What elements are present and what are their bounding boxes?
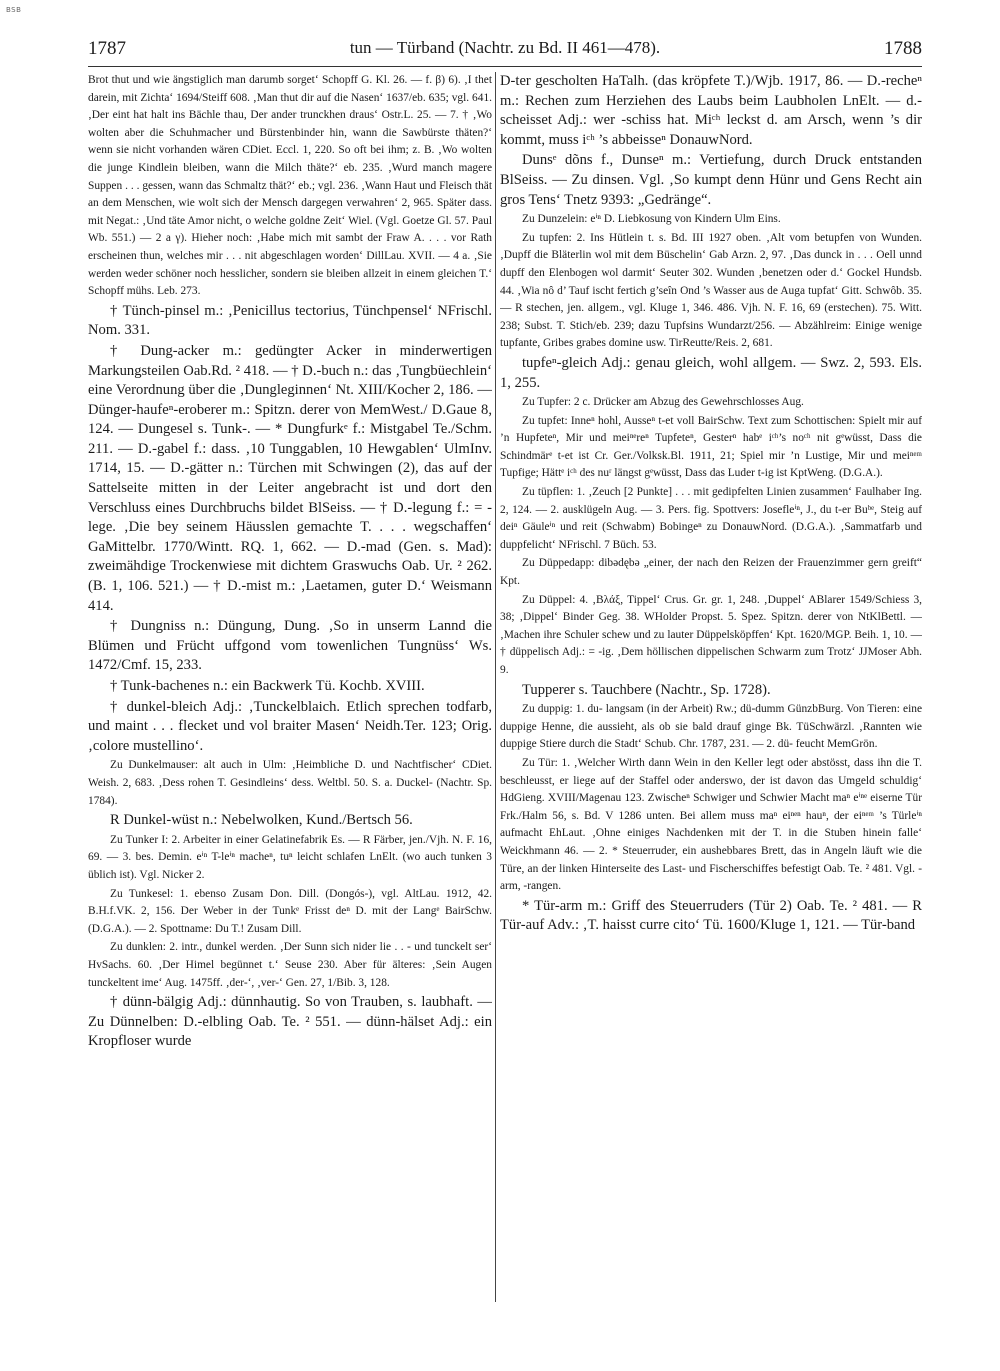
left-column-entry: Zu dunklen: 2. intr., dunkel werden. ‚Der Sunn sich nider lie . . - und tunckelt ser‘ HvSachs. 60. ‚Der Himel begünnet t.‘ Seuse 230. Aber für älteres: ‚Sein Augen tunckeltent ime‘ Aug. 1475ff. ‚der-‘, ‚ver-‘ Gen. 27, 1/Bib. 3, 128. [88,941,492,989]
right-column-entry: Dunsᵉ dõns f., Dunseⁿ m.: Vertiefung, durch Druck entstanden BlSeiss. — Zu dinsen. Vgl. ‚So kumpt denn Hünr und Gens Recht ain gros Tens‘ Tnetz 9393: „Gedränge“. [500,152,922,208]
left-column-entry: † Tunk-bachenes n.: ein Backwerk Tü. Kochb. XVIII. [110,678,425,694]
page-header [88,38,922,60]
left-column-entry: † Tünch-pinsel m.: ‚Penicillus tectorius, Tünchpensel‘ NFrischl. Nom. 331. [88,302,492,339]
page-number-left: 1787 [88,38,126,59]
right-column [500,72,922,1362]
page-number-right: 1788 [884,38,922,59]
right-column-entry: * Tür-arm m.: Griff des Steuerruders (Tür 2) Oab. Te. ² 481. — R Tür-auf Adv.: ‚T. haisst curre cito‘ Tü. 1600/Kluge 1, 121. — Tür-band [500,897,922,934]
left-column-entry: Zu Dunkelmauser: alt auch in Ulm: ‚Heimbliche D. und Nachtfischer‘ CDiet. Weish. 2, 683. ‚Dess rohen T. Gesindleins‘ dess. Weltbl. 50. S. a. Duckel- (Nachtr. Sp. 1784). [88,759,492,807]
right-column-entry: Zu Dunzelein: eⁱⁿ D. Liebkosung von Kindern Ulm Eins. [522,213,781,226]
left-column-entry: Brot thut und wie ängstiglich man darumb sorget‘ Schopff G. Kl. 26. — f. β) 6). ‚I thet darein, mit Zichta‘ 1694/Steiff 608. ‚Man thut dir auf die Nasen‘ 1637/eb. 635; vgl. 641. ‚Der eint hat halt ins Bächle thau, Der ander trunckhen draus‘ Ostr.L. 25. — 7. † ‚Wo wolten aber die Schuhmacher und Bürstenbinder hin, wann die Sawbürste thäten?‘ wenn sie nicht vorhanden wären CDiet. Eccl. 1, 220. So oft bei ihm; z. B. ‚Wo wolten die junge Kindlein bleiben, wann die Milch thäte?‘ eb. 235. ‚Wurd manch magere Suppen . . . gessen, wann das Schmaltz thät?‘ eb.; vgl. 236. ‚Wann Haut und Fleisch thät an dem Menschen, wie wolt sich der Mensch dargegen verwahren‘ 2, 965. Später dass. mit Negat.: ‚Und täte Amor nicht, o welche goldne Zeit‘ Wiel. (Vgl. Goetze Gl. 57. Paul Wb. 551.) — 2 a γ). Hieher noch: ‚Habe mich mit sambt der Fraw A. . . . vor Rath erscheinen thun, welches mir . . . nit abgeschlagen worden‘ DillLau. XVII. — 4 a. ‚Sie werden weder schöner noch hesslicher, sondern sie bleiben allzeit in einem gleichen T.‘ Schopff mühs. Leb. 273. [88,74,492,298]
left-column-entry: Zu Tunkesel: 1. ebenso Zusam Don. Dill. (Dongós-), vgl. AltLau. 1912, 42. B.H.f.VK. 2, 156. Der Weber in der Tunkᵉ Frisst deⁿ D. mit der Langᵉ BairSchw. (D.G.A.). — 2. Spottname: Du T.! Zusam Dill. [88,887,492,935]
right-column-entry: Zu duppig: 1. du- langsam (in der Arbeit) Rw.; dü-dumm GünzbBurg. Von Tieren: eine duppige Henne, die aussieht, als ob sie bald drauf ginge Bk. TüSchwärzl. ‚Rannten wie duppige Stiere durch die Stadt‘ Schub. Chr. 1787, 231. — 2. dü- feucht MemGrön. [500,703,922,751]
left-column-entry: Zu Tunker I: 2. Arbeiter in einer Gelatinefabrik Es. — R Färber, jen./Vjh. N. F. 16, 69. — 3. bes. Demin. eⁱⁿ T-leⁱⁿ macheⁿ, tuⁿ leicht schlafen LnElt. (wo auch tunken 3 üblich ist). Vgl. Nicker 2. [88,833,492,881]
right-column-entry: Zu Tür: 1. ‚Welcher Wirth dann Wein in den Keller legt oder abstösst, dass ihn die T. beschleusst, er liege auf der Staffel oder anderswo, der ist davon das Umgeld schuldig‘ HdGieng. XVIII/Magenau 123. Zwischeⁿ Schwiger und Schwier Macht maⁿ eⁱⁿᵉ eiserne Tür Frk./Halm 56, s. Bd. V 1286 unten. Bei allem muss maⁿ eiⁿᵉⁿ hauⁿ, der eiⁿᵉᵐ ’s Türleⁱⁿ aufmacht EhLaut. ‚Ohne einiges Nachdenken mit der T. in die Stuben hinein falle‘ Weickhmann 46. — 2. * Steuerruder, ein aushebbares Brett, das in Angeln läuft wie die Türe, an der linken Hinterseite des Last- und Fischerschiffes befestigt Oab. Te. ² 481. Vgl. -arm, -rangen. [500,756,922,893]
right-column-entry: D-ter gescholten HaTalh. (das kröpfete T.)/Wjb. 1917, 86. — D.-recheⁿ m.: Rechen zum Herziehen des Laubs beim Laubholen LnElt. — d.-scheisset Adj.: wer -schiss hat. Miᶜʰ leckst d. am Arsch, wenn ’s dir kommt, muss iᶜʰ ’s abbeisseⁿ DonauwNord. [500,73,922,148]
left-column-entry: † Dung-acker m.: gedüngter Acker in minderwertigen Markungsteilen Oab.Rd. ² 418. — † D.-buch n.: das ‚Tungbüechlein‘ eine Verordnung über die ‚Dungleginnen‘ Nt. XIII/Kocher 2, 186. — Dünger-haufeⁿ-eroberer m.: Spitzn. derer von MemWest./ D.Gaue 8, 124. — Dungesel s. Tunk-. — * Dungfurkᵉ f.: Mistgabel Te./Schm. 211. — D.-gabel f.: dass. ‚10 Tunggablen, 10 Hewgablen‘ UlmInv. 1714, 15. — D.-gätter n.: Türchen mit Schwingen (2), das auf der Sattelseite mitten in der Leiter angebracht ist und dort den Verschluss eines Durchbruchs bildet BlSeiss. — † D.-legung f.: = -lege. ‚Die bey seinem Häusslen gemachte T. . . . wegschaffen‘ GaMittelbr. 1770/Wintt. RQ. 1, 662. — D.-mad (Gen. s. Mad): zweimähdige Trockenwiese mit dichtem Graswuchs Oab. Ur. ² 262. (B. 1, 106. 521.) — † D.-mist m.: ‚Laetamen, guter D.‘ Weismann 414. [88,342,492,614]
right-column-entry: Zu Tupfer: 2 c. Drücker am Abzug des Gewehrschlosses Aug. [522,396,804,409]
library-stamp: BSB [6,6,22,14]
column-divider [495,72,496,1302]
left-column-entry: † dunkel-bleich Adj.: ‚Tunckelblaich. Etlich sprechen todfarb, und maint . . . flecket und vol braiter Masen‘ Neidh.Ter. 123; Orig. ‚colore mustellino‘. [88,698,492,754]
right-column-entry: Zu tüpflen: 1. ‚Zeuch [2 Punkte] . . . mit gedipfelten Linien zusammen‘ Faulhaber Ing. 2, 124. — 2. ausklügeln Aug. — 3. Pers. fig. Spottvers: Josefleⁱⁿ, J., du t-er Buᵇᵉ, Steig auf deiⁿ Gäuleⁱⁿ und reit (Schwabm) Bobingeⁿ zu DonauwNord. (D.G.A.). ‚Sammatfarb und duppfelicht‘ NFrischl. 7 Büch. 53. [500,486,922,551]
left-column-entry: † Dungniss n.: Düngung, Dung. ‚So in unserm Lannd die Blümen und Frücht uffgond vom towenlichen Tungnüss‘ Ws. 1472/Cmf. 15, 233. [88,618,492,674]
left-column-entry: R Dunkel-wüst n.: Nebelwolken, Kund./Bertsch 56. [110,812,413,829]
right-column-entry: Zu tupfen: 2. Ins Hütlein t. s. Bd. III 1927 oben. ‚Alt vom betupfen von Wunden. ‚Dupff die Bläterlin wol mit dem Büschelin‘ Gab Arzn. 2, 97. ‚Das dunck in . . . Oell unnd dupff den Elenbogen wol darmit‘ Seuter 302. Wunden ‚benetzen oder d.‘ Gockel Hundsb. 44. ‚Wia nô d’ Tauf ischt fertich g’seîn Ond ’s Wasser aus de Auga tupfat‘ Gitt. Schwôb. 35. — R stechen, jen. allgem., vgl. Kluge 1, 346. 486. Vjh. N. F. 16, 69 (erstechen). 75. Witt. 238; Subst. T. Stich/eb. 239; dazu Tupfsins Wundarzt/256. — Abzählreim: Einige wenige tupfante, Gribes grabes domine usw. TirReutte/Reis. 2, 681. [500,231,922,350]
right-column-entry: Zu Düppel: 4. ‚Βλάξ, Tippel‘ Crus. Gr. gr. 1, 248. ‚Duppel‘ ABlarer 1549/Schiess 3, 38; ‚Dippel‘ Binder Geg. 38. WHolder Propst. 5. Spez. Spitzn. derer von NtKlBettl. — ‚Machen ihre Schuler schew und zu lauter Düppelsköpffen‘ Kpt. 1620/MGP. Beih. 1, 10. — † düppelisch Adj.: = -ig. ‚Dem höllischen dippelischen Schwarm zum Trotz‘ JJMoser Abh. 9. [500,593,922,676]
header-rule [88,66,922,67]
right-column-entry: Zu tupfet: Inneⁿ hohl, Ausseⁿ t-et voll BairSchw. Text zum Schottischen: Spielt mir auf ’n Hupfeteⁿ, Mir und meiⁿᵉreⁿ Tupfeteⁿ, Gesterⁿ habᵉ iᶜʰ’s noᶜʰ nit gᵉwüsst, Dass die Schindmärᵉ t-et ist Cr. Ger./Volksk.Bl. 1911, 21; Spiel mir ’n Lustige, Mir und meiⁿᵉᵐ Tupfige; Hättᵉ iᶜʰ des nuʳ längst gᵉwüsst, Dass das Luder t-ig ist KptWeng. (D.G.A.). [500,414,922,480]
left-column [88,72,492,1362]
running-title: tun — Türband (Nachtr. zu Bd. II 461—478). [349,38,661,57]
right-column-entry: Tupperer s. Tauchbere (Nachtr., Sp. 1728). [522,681,771,698]
right-column-entry: Zu Düppedapp: dibədębə „einer, der nach den Reizen der Frauenzimmer gern greift“ Kpt. [500,557,922,588]
right-column-entry: tupfeⁿ-gleich Adj.: genau gleich, wohl allgem. — Swz. 2, 593. Els. 1, 255. [500,354,922,391]
left-column-entry: † dünn-bälgig Adj.: dünnhautig. So von Trauben, s. laubhaft. — Zu Dünnelben: D.-elbling Oab. Te. ² 551. — dünn-hälset Adj.: ein Kropfloser wurde [88,994,492,1050]
